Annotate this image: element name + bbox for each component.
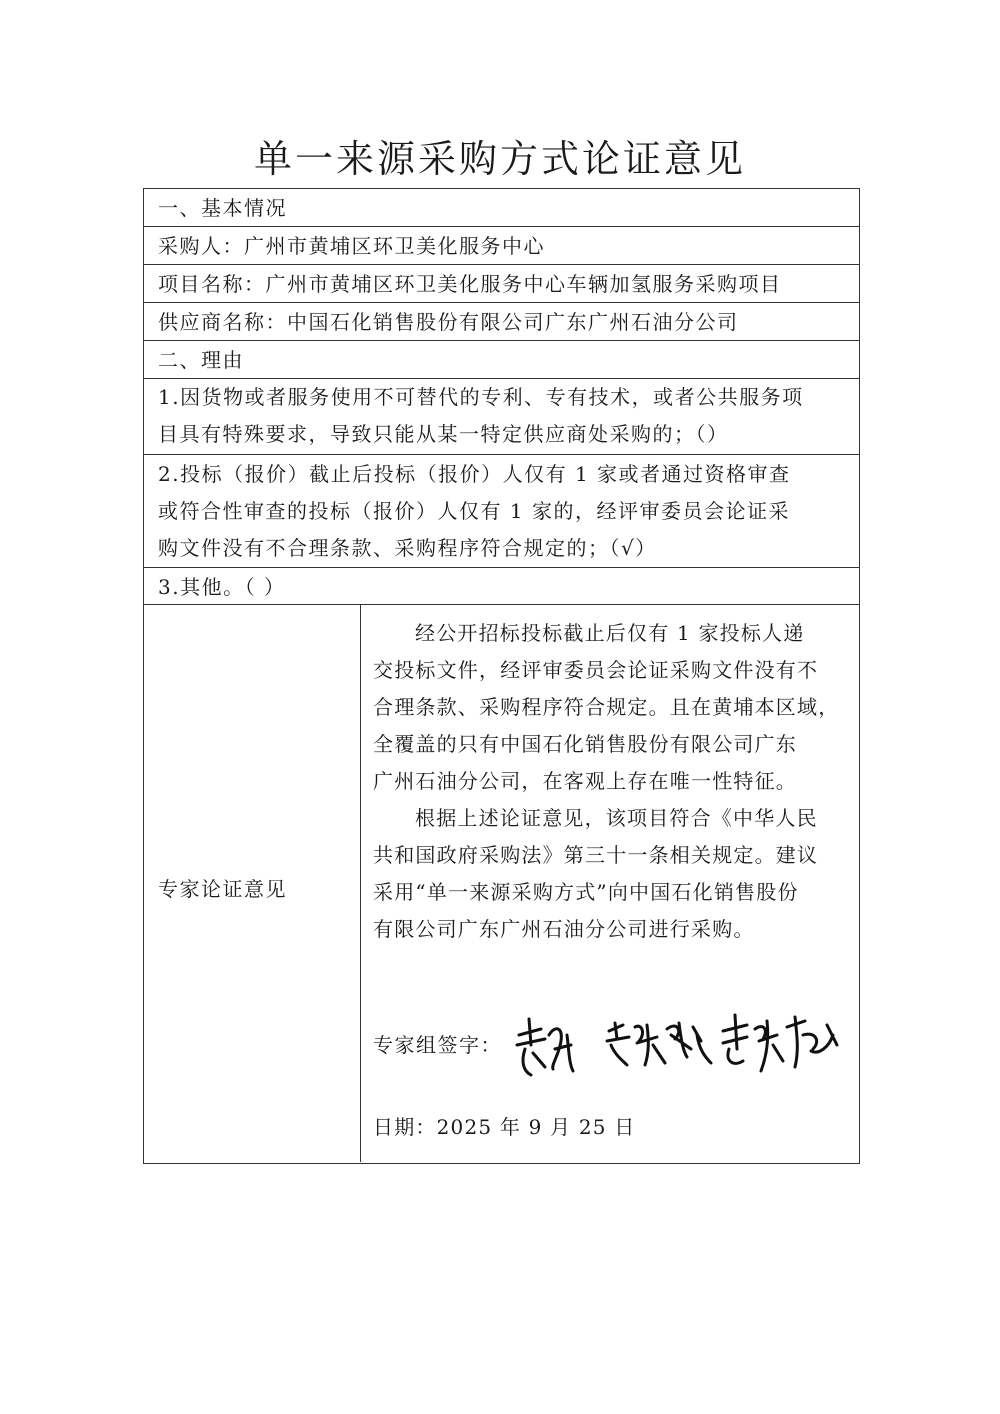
opinion-line: 采用“单一来源采购方式”向中国石化销售股份	[373, 880, 799, 904]
opinion-line: 经公开招标投标截止后仅有 1 家投标人递	[415, 621, 805, 645]
signature-area	[511, 1005, 851, 1085]
handwritten-signature-3	[723, 1015, 837, 1071]
reason-item-2-line: 购文件没有不合理条款、采购程序符合规定的；（√）	[158, 536, 657, 560]
reason-item-1-line: 1.因货物或者服务使用不可替代的专利、专有技术，或者公共服务项	[158, 385, 804, 409]
opinion-line: 根据上述论证意见，该项目符合《中华人民	[415, 806, 818, 830]
reasons-heading: 二、理由	[144, 341, 859, 379]
opinion-line: 共和国政府采购法》第三十一条相关规定。建议	[373, 843, 819, 867]
handwritten-signature-2	[607, 1023, 711, 1065]
purchaser-row: 采购人：广州市黄埔区环卫美化服务中心	[144, 227, 859, 265]
opinion-line: 广州石油分公司，在客观上存在唯一性特征。	[373, 769, 797, 793]
expert-label-cell	[144, 605, 361, 1162]
handwritten-signature-1	[517, 1019, 573, 1075]
basic-info-heading: 一、基本情况	[144, 189, 859, 227]
expert-opinion-cell	[361, 605, 861, 1162]
reason-item-2-line: 2.投标（报价）截止后投标（报价）人仅有 1 家或者通过资格审查	[158, 462, 791, 486]
reason-item-1-line: 目具有特殊要求，导致只能从某一特定供应商处采购的；（）	[158, 422, 729, 446]
opinion-line: 交投标文件，经评审委员会论证采购文件没有不	[373, 658, 819, 682]
page-title: 单一来源采购方式论证意见	[253, 137, 746, 181]
opinion-line: 全覆盖的只有中国石化销售股份有限公司广东	[373, 732, 797, 756]
project-name-row: 项目名称：广州市黄埔区环卫美化服务中心车辆加氢服务采购项目	[144, 265, 859, 303]
opinion-line: 合理条款、采购程序符合规定。且在黄埔本区域，	[373, 695, 840, 719]
signature-label: 专家组签字：	[373, 1033, 502, 1057]
opinion-line: 有限公司广东广州石油分公司进行采购。	[373, 917, 755, 941]
supplier-row: 供应商名称：中国石化销售股份有限公司广东广州石油分公司	[144, 303, 859, 341]
reason-item-2-line: 或符合性审查的投标（报价）人仅有 1 家的，经评审委员会论证采	[158, 499, 790, 523]
signing-date: 日期：2025 年 9 月 25 日	[373, 1115, 636, 1139]
demonstration-table	[143, 188, 860, 1164]
reason-item-3: 3.其他。（ ）	[144, 568, 859, 605]
expert-opinion-label: 专家论证意见	[158, 877, 287, 901]
reason-item-1	[144, 379, 859, 455]
reason-item-2	[144, 455, 859, 568]
expert-opinion-text	[373, 615, 853, 948]
